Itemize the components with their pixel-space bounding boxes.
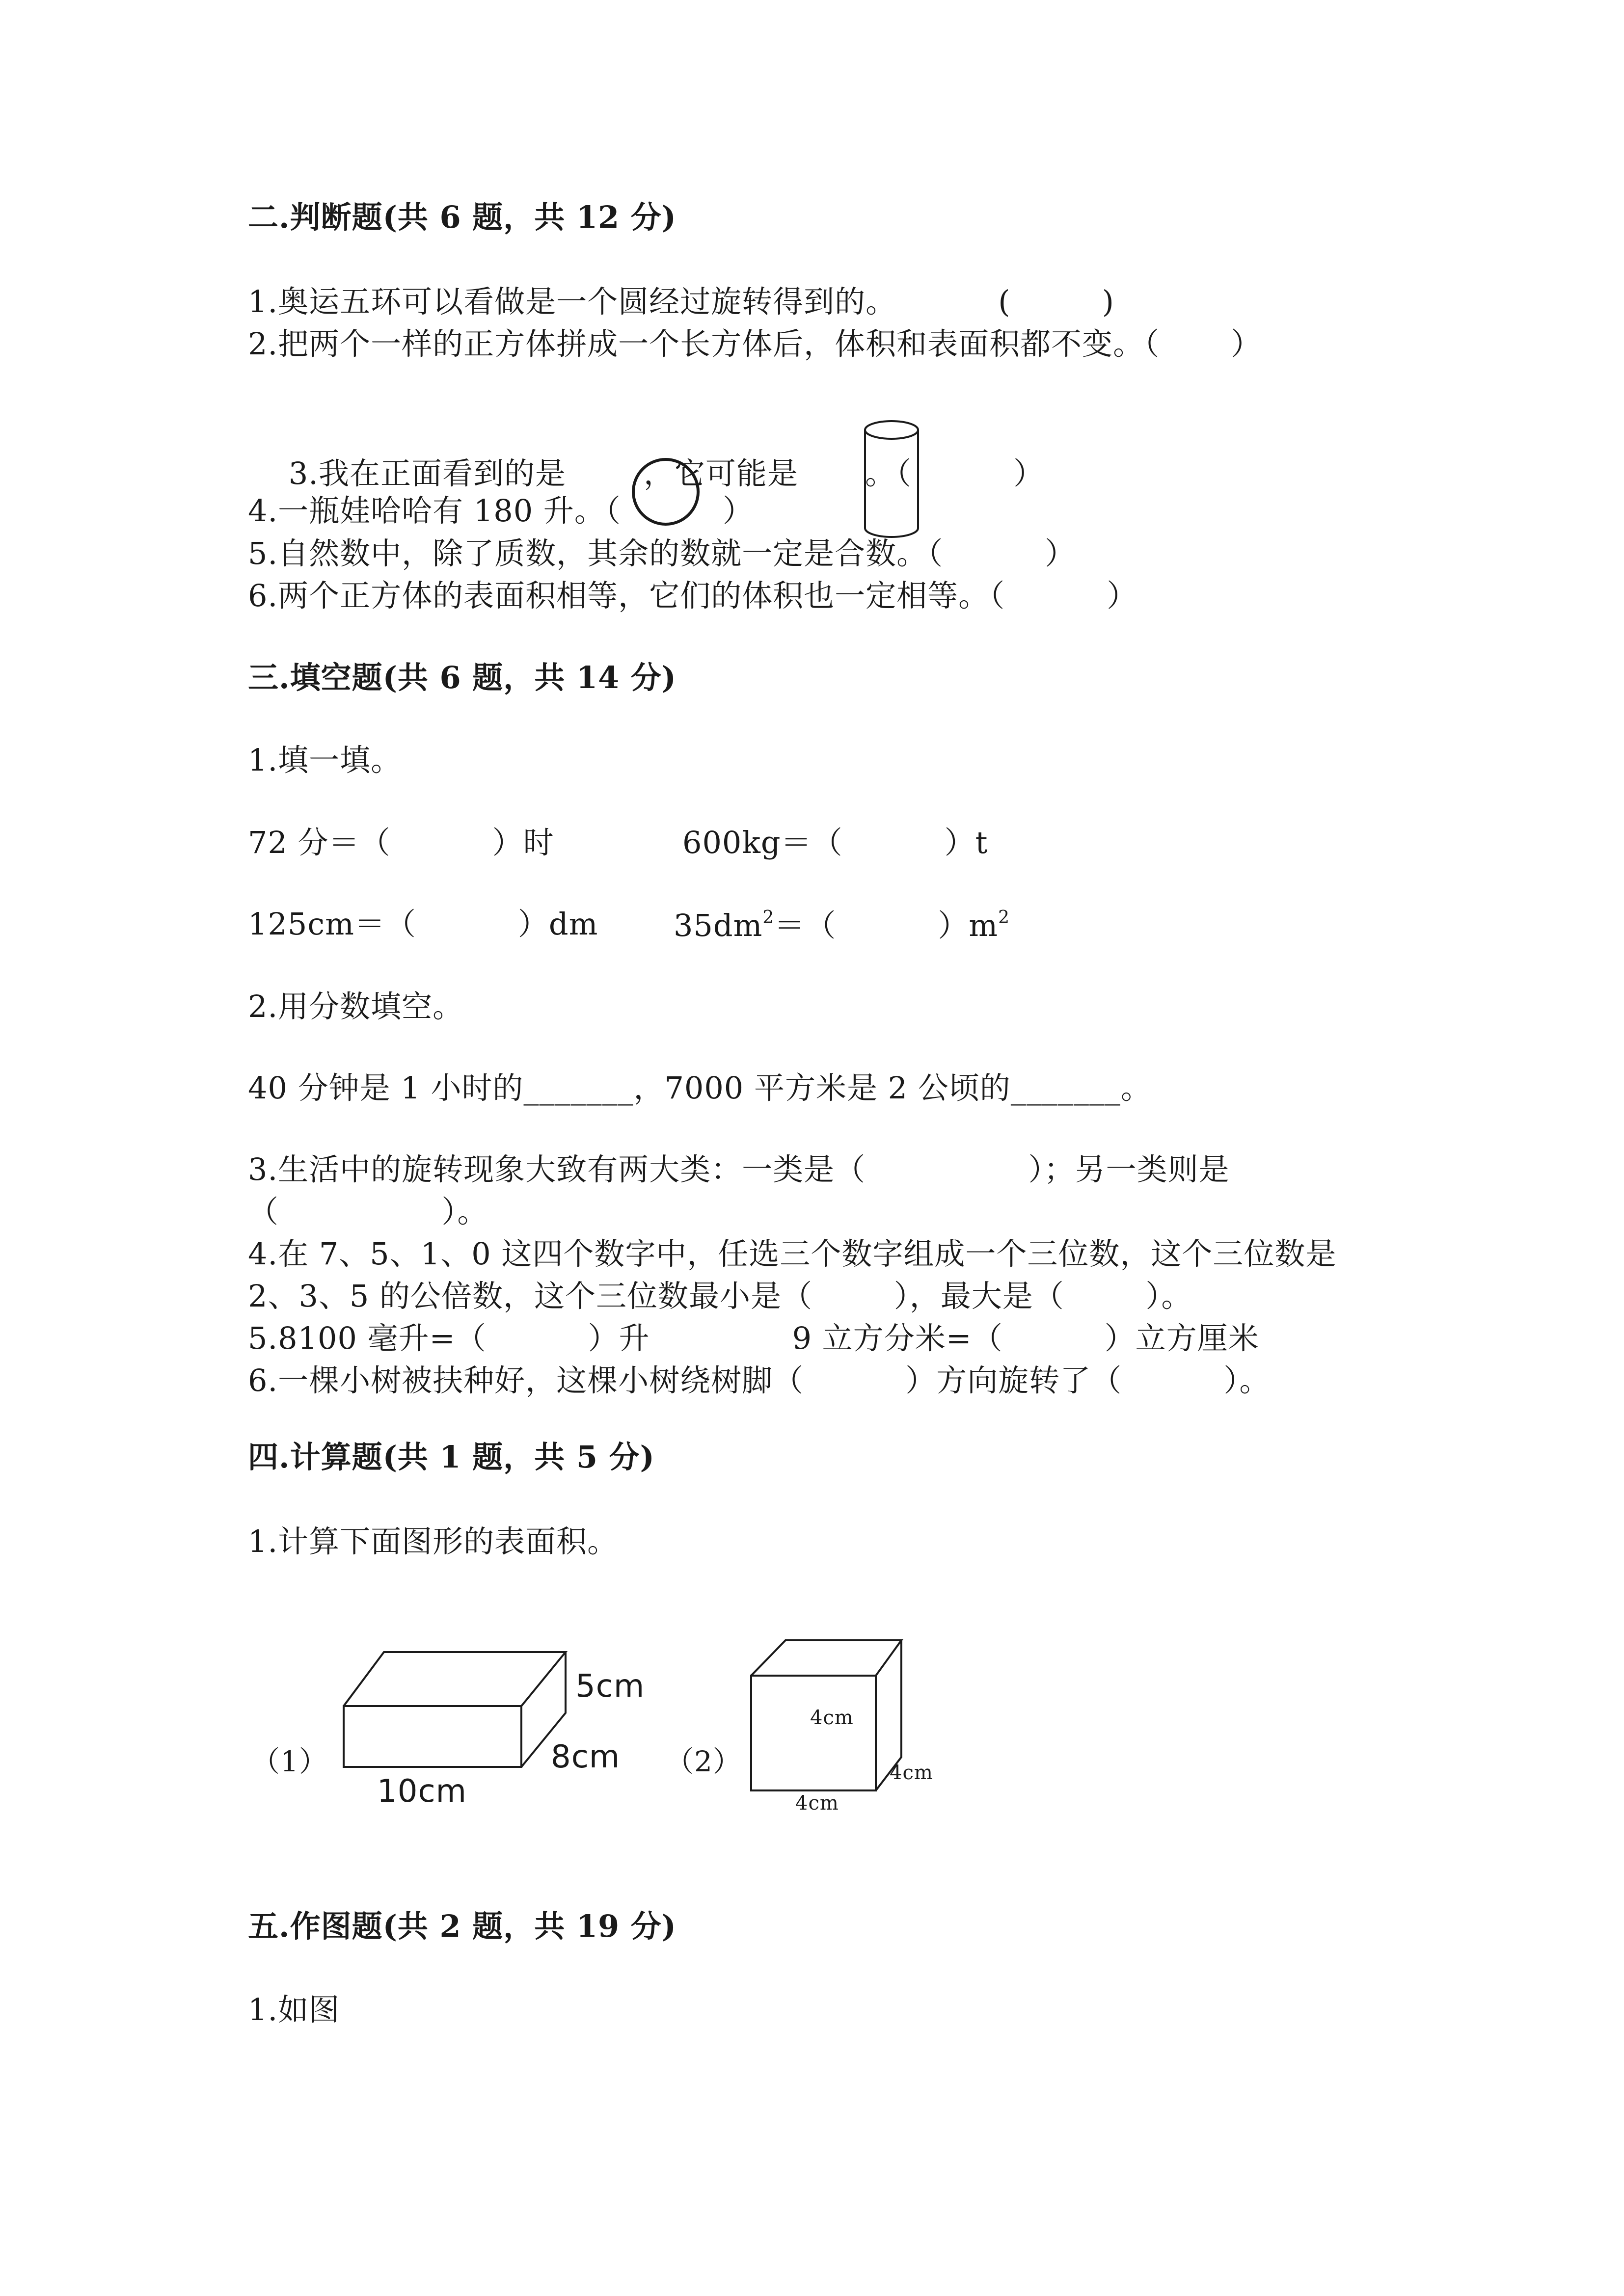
fill-question-1-item-b: 600kg＝（ ）t bbox=[682, 825, 988, 860]
judge-question-3-part-a: 3.我在正面看到的是 bbox=[288, 455, 566, 492]
cuboid-length-label: 10cm bbox=[377, 1773, 467, 1810]
section-heading-drawing: 五.作图题(共 2 题，共 19 分) bbox=[248, 1908, 677, 1944]
fill-question-1-title: 1.填一填。 bbox=[248, 742, 402, 778]
unit-m2: ＝（ ）m bbox=[774, 908, 999, 943]
fill-question-5: 5.8100 毫升=（ ）升 9 立方分米=（ ）立方厘米 bbox=[248, 1320, 1259, 1356]
drawing-question-1: 1.如图 bbox=[248, 1992, 340, 2028]
section-heading-calc: 四.计算题(共 1 题，共 5 分) bbox=[248, 1439, 655, 1475]
calc-question-1: 1.计算下面图形的表面积。 bbox=[248, 1523, 619, 1559]
cube-length-label: 4cm bbox=[795, 1792, 839, 1815]
cuboid-height-label: 5cm bbox=[575, 1668, 645, 1705]
section-heading-judgement: 二.判断题(共 6 题，共 12 分) bbox=[248, 199, 677, 235]
superscript: 2 bbox=[998, 908, 1010, 928]
fill-question-3-line-1: 3.生活中的旋转现象大致有两大类：一类是（ ）；另一类则是 bbox=[248, 1151, 1230, 1187]
figure-1-label: （1） bbox=[251, 1745, 328, 1778]
judge-question-3-part-b: ，它可能是 bbox=[644, 455, 799, 492]
unit-dm2: 35dm bbox=[674, 908, 763, 943]
fill-question-6: 6.一棵小树被扶种好，这棵小树绕树脚（ ）方向旋转了（ ）。 bbox=[248, 1362, 1271, 1398]
fill-question-3-line-2: （ ）。 bbox=[248, 1194, 488, 1229]
cube-width-label: 4cm bbox=[890, 1762, 933, 1784]
fill-question-1-item-c: 125cm＝（ ）dm bbox=[248, 906, 598, 942]
judge-question-6: 6.两个正方体的表面积相等，它们的体积也一定相等。（ ） bbox=[248, 578, 1138, 614]
fill-question-2-title: 2.用分数填空。 bbox=[248, 988, 464, 1024]
cylinder-figure bbox=[801, 388, 860, 510]
cuboid-width-label: 8cm bbox=[551, 1739, 621, 1775]
fill-question-4-line-2: 2、3、5 的公倍数，这个三位数最小是（ ），最大是（ ）。 bbox=[248, 1278, 1192, 1314]
fill-question-4-line-1: 4.在 7、5、1、0 这四个数字中，任选三个数字组成一个三位数，这个三位数是 bbox=[248, 1236, 1337, 1272]
section-heading-fill: 三.填空题(共 6 题，共 14 分) bbox=[248, 660, 677, 695]
cuboid-figure bbox=[339, 1644, 584, 1782]
fill-question-1-item-a: 72 分＝（ ）时 bbox=[248, 825, 554, 860]
judge-question-1: 1.奥运五环可以看做是一个圆经过旋转得到的。 ( ) bbox=[248, 284, 1114, 320]
judge-question-4: 4.一瓶娃哈哈有 180 升。（ ） bbox=[248, 493, 754, 529]
superscript: 2 bbox=[762, 908, 775, 928]
cube-height-label: 4cm bbox=[810, 1707, 854, 1729]
judge-question-2: 2.把两个一样的正方体拼成一个长方体后，体积和表面积都不变。（ ） bbox=[248, 326, 1262, 362]
fill-question-2: 40 分钟是 1 小时的_______，7000 平方米是 2 公顷的_______。 bbox=[248, 1070, 1152, 1106]
circle-figure bbox=[568, 425, 642, 498]
figure-2-label: （2） bbox=[665, 1745, 742, 1778]
judge-question-5: 5.自然数中，除了质数，其余的数就一定是合数。（ ） bbox=[248, 535, 1076, 571]
judge-question-3-part-c: 。（ ） bbox=[865, 455, 1045, 492]
fill-question-1-item-d bbox=[674, 909, 1010, 941]
